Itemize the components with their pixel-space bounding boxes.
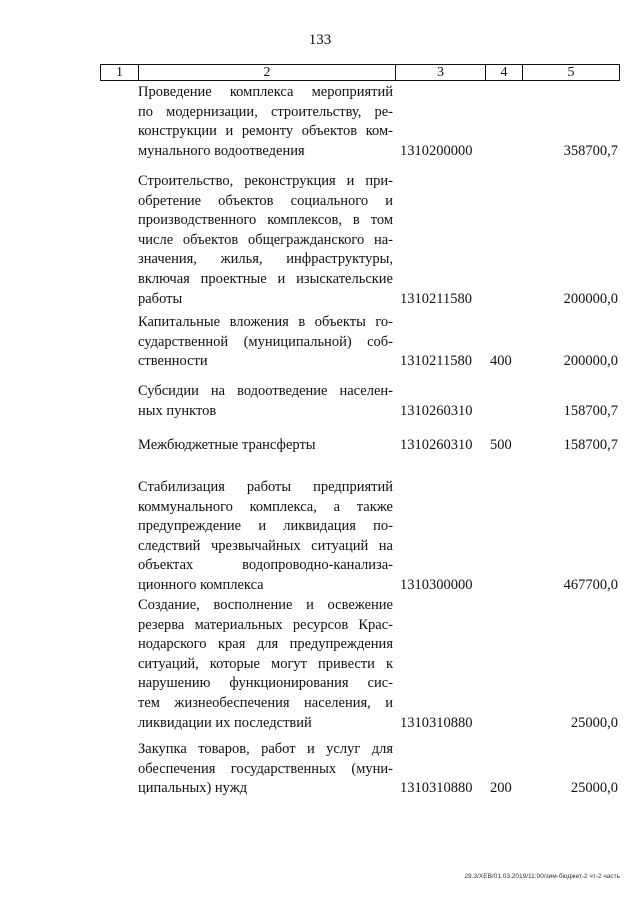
row-description	[138, 740, 393, 799]
description-line: резерва материальных ресурсов Крас-	[138, 616, 393, 633]
row-description	[138, 596, 393, 733]
table-row	[138, 478, 618, 596]
description-line: значения, жилья, инфраструктуры,	[138, 251, 393, 268]
description-line: конструкции и ремонту объектов ком-	[138, 123, 393, 140]
description-line: работы	[138, 290, 183, 307]
description-line: нодарского края для предупреждения	[138, 636, 393, 653]
description-line: Закупка товаров, работ и услуг для	[138, 741, 393, 757]
row-description	[138, 478, 393, 596]
description-line: тем жизнеобеспечения населения, и	[138, 694, 393, 711]
description-line: мунального водоотведения	[138, 142, 305, 159]
header-cell-2: 2	[139, 65, 396, 80]
description-line: Стабилизация работы предприятий	[138, 479, 393, 495]
description-line: обретение объектов социального и	[138, 192, 393, 209]
description-line: Создание, восполнение и освежение	[138, 597, 393, 613]
description-line: ных пунктов	[138, 402, 217, 419]
description-line: по модернизации, строительству, ре-	[138, 103, 393, 120]
description-line: обеспечения государственных (муни-	[138, 760, 393, 777]
row-expense-type: 200	[490, 780, 512, 797]
table-row	[138, 313, 618, 372]
description-line: Проведение комплекса мероприятий	[138, 84, 393, 100]
row-expense-type: 500	[490, 437, 512, 453]
table-row	[138, 83, 618, 161]
table-row	[138, 740, 618, 799]
description-line: Межбюджетные трансферты	[138, 437, 316, 453]
row-description	[138, 313, 393, 372]
row-amount: 200000,0	[563, 290, 618, 307]
header-cell-5: 5	[567, 65, 575, 80]
description-line: следствий чрезвычайных ситуаций на	[138, 537, 393, 554]
table-row	[138, 172, 618, 309]
table-row	[138, 382, 618, 421]
description-line: нарушению функционирования сис-	[138, 675, 393, 692]
table-header-row	[100, 64, 620, 81]
description-line: предупреждение и ликвидация по-	[138, 518, 393, 535]
header-cell-1: 1	[101, 65, 139, 80]
header-cell-3: 3	[396, 65, 486, 80]
description-line: числе объектов общегражданского на-	[138, 231, 393, 248]
page-number: 133	[308, 32, 332, 48]
row-code: 1310300000	[400, 576, 473, 593]
description-line: ликвидации их последствий	[138, 714, 312, 731]
table-row	[138, 596, 618, 733]
description-line: ционного комплекса	[138, 576, 264, 593]
table-row	[138, 436, 618, 456]
description-line: Строительство, реконструкция и при-	[138, 173, 393, 189]
row-amount: 358700,7	[563, 142, 618, 159]
row-description	[138, 172, 393, 309]
description-line: Капитальные вложения в объекты го-	[138, 314, 393, 330]
description-line: ситуаций, которые могут привести к	[138, 655, 393, 672]
description-line: ственности	[138, 353, 208, 370]
row-code: 1310200000	[400, 142, 473, 159]
row-code: 1310211580	[400, 353, 472, 370]
row-amount: 158700,7	[563, 402, 618, 419]
row-expense-type: 400	[490, 353, 512, 370]
footer-note: 29.3/ХЕВ/01.03.2019/11:00/зим-бюджет-2 чт-2 часть	[464, 873, 620, 880]
row-description	[138, 83, 393, 161]
description-line: объектах водопроводно-канализа-	[138, 557, 393, 574]
row-amount: 158700,7	[563, 437, 618, 453]
row-code: 1310211580	[400, 290, 472, 307]
row-description	[138, 436, 393, 456]
row-code: 1310260310	[400, 437, 473, 453]
row-amount: 25000,0	[570, 714, 618, 731]
description-line: сударственной (муниципальной) соб-	[138, 333, 393, 350]
description-line: включая проектные и изыскательские	[138, 270, 393, 287]
header-cell-4: 4	[486, 65, 523, 80]
description-line: Субсидии на водоотведение населен-	[138, 383, 393, 399]
description-line: производственного комплексов, в том	[138, 212, 393, 229]
row-amount: 467700,0	[563, 576, 618, 593]
description-line: ципальных) нужд	[138, 780, 248, 797]
row-code: 1310310880	[400, 780, 473, 797]
description-line: коммунального комплекса, а также	[138, 498, 393, 515]
row-amount: 25000,0	[570, 780, 618, 797]
row-code: 1310260310	[400, 402, 473, 419]
row-code: 1310310880	[400, 714, 473, 731]
row-description	[138, 382, 393, 421]
row-amount: 200000,0	[563, 353, 618, 370]
